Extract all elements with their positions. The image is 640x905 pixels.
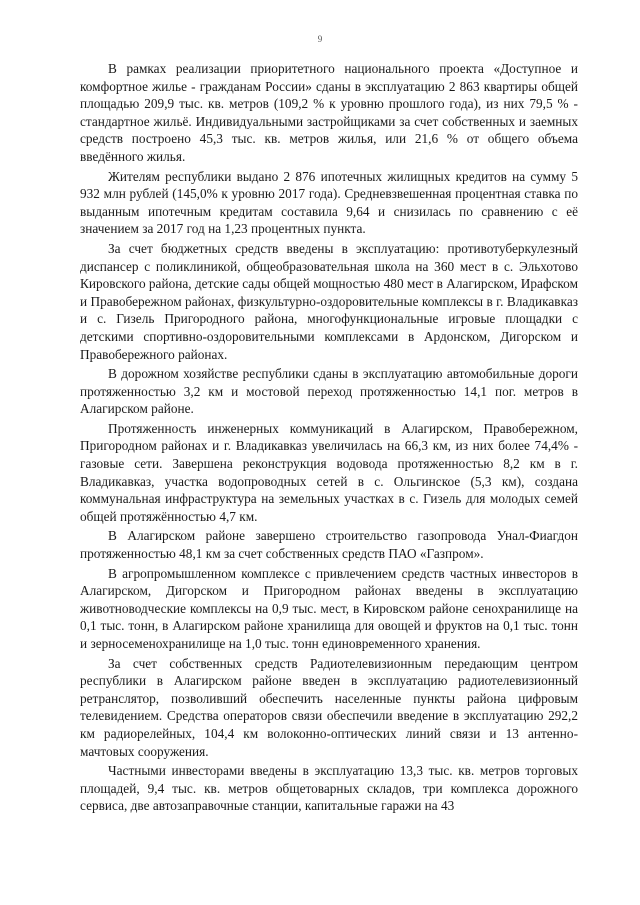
paragraph-private-investors: Частными инвесторами введены в эксплуатацию 13,3 тыс. кв. метров торговых площадей, 9,4 тыс. кв. метров общетоварных складов, три комплекса дорожного сервиса, две автозаправочные станции, капитальные гаражи на 43 xyxy=(80,763,578,814)
paragraph-agro: В агропромышленном комплексе с привлечением средств частных инвесторов в Алагирском, Дигорском и Пригородном районах введены в эксплуатацию животноводческие комплексы на 0,9 тыс. мест, в Кировском районе сенохранилище на 0,1 тыс. тонн, в Алагирском районе хранилища для овощей и фруктов на 0,1 тыс. тонн и зерносеменохранилище на 1,0 тыс. тонн единовременного хранения. xyxy=(80,565,578,651)
paragraph-mortgage: Жителям республики выдано 2 876 ипотечных жилищных кредитов на сумму 5 932 млн рублей (145,0% к уровню 2017 года). Средневзвешенная процентная ставка по выданным ипотечным кредитам составила 9,64 и снизилась по сравнению с её значением за 2017 год на 1,23 процентных пункта. xyxy=(80,168,578,237)
paragraph-budget-facilities: За счет бюджетных средств введены в эксплуатацию: противотуберкулезный диспансер с поликлиникой, общеобразовательная школа на 360 мест в с. Эльхотово Кировского района, детские сады общей мощностью 480 мест в Алагирском, Ирафском и Правобережном районах, физкультурно-оздоровительные комплексы в г. Владикавказ и с. Гизель Пригородного района, многофункциональные игровые площадки с детскими спортивно-оздоровительными комплексами в Ардонском, Дигорском и Правобережного районах. xyxy=(80,240,578,362)
page-number: 9 xyxy=(317,34,323,44)
paragraph-gas-pipeline: В Алагирском районе завершено строительство газопровода Унал-Фиагдон протяженностью 48,1 км за счет собственных средств ПАО «Газпром». xyxy=(80,528,578,562)
document-body xyxy=(80,60,578,817)
paragraph-roads: В дорожном хозяйстве республики сданы в эксплуатацию автомобильные дороги протяженностью 3,2 км и мостовой переход протяженностью 14,1 пог. метров в Алагирском районе. xyxy=(80,366,578,417)
paragraph-telecom: За счет собственных средств Радиотелевизионным передающим центром республики в Алагирском районе введен в эксплуатацию радиотелевизионный ретранслятор, позволивший обеспечить населенные пункты района цифровым телевидением. Средства операторов связи обеспечили введение в эксплуатацию 292,2 км радиорелейных, 104,4 км волоконно-оптических линий связи и 13 антенно-мачтовых сооружения. xyxy=(80,655,578,759)
paragraph-housing: В рамках реализации приоритетного национального проекта «Доступное и комфортное жилье - гражданам России» сданы в эксплуатацию 2 863 квартиры общей площадью 209,9 тыс. кв. метров (109,2 % к уровню прошлого года), из них 79,5 % - стандартное жильё. Индивидуальными застройщиками за счет собственных и заемных средств построено 45,3 тыс. кв. метров жилья, или 21,6 % от общего объема введённого жилья. xyxy=(80,61,578,164)
paragraph-utilities: Протяженность инженерных коммуникаций в Алагирском, Правобережном, Пригородном районах и г. Владикавказ увеличилась на 66,3 км, из них более 74,4% - газовые сети. Завершена реконструкция водовода протяженностью 8,2 км в г. Владикавказ, участка водопроводных сетей в с. Ольгинское (5,3 км), создана коммунальная инфраструктура на земельных участках в с. Гизель для молодых семей общей протяжённостью 4,7 км. xyxy=(80,420,578,524)
